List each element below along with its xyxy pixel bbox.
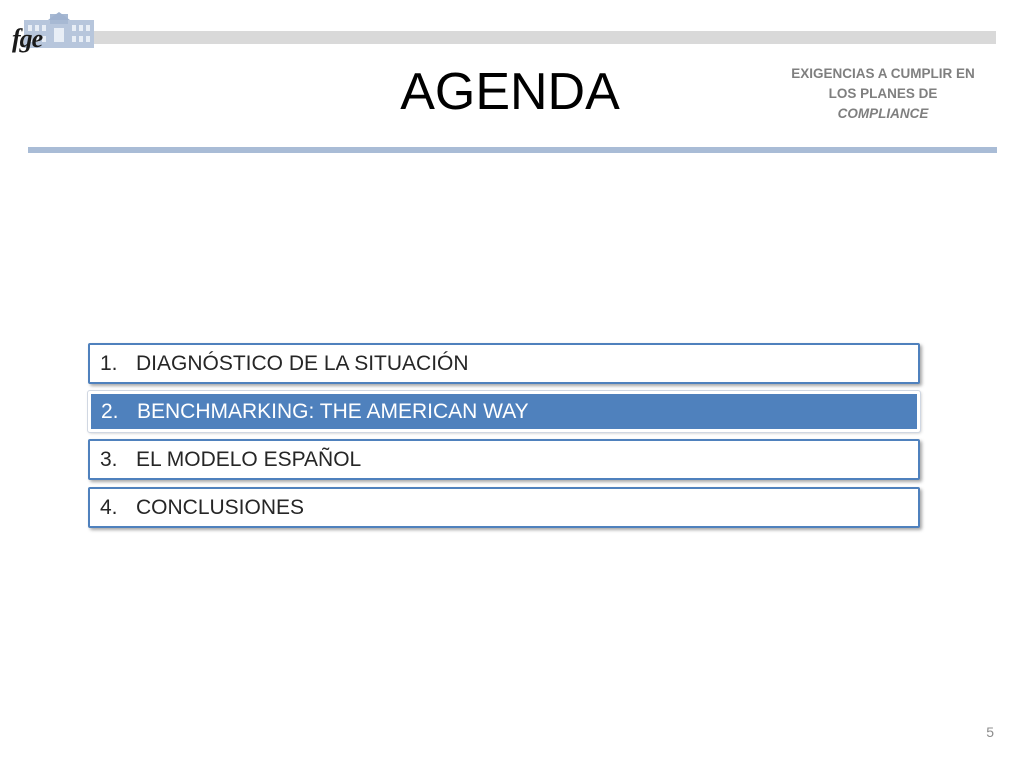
agenda-item-label: CONCLUSIONES	[136, 495, 305, 519]
slide-title: AGENDA	[400, 63, 620, 121]
agenda-item-label: DIAGNÓSTICO DE LA SITUACIÓN	[136, 351, 469, 375]
subtitle-line-3: COMPLIANCE	[837, 106, 929, 121]
agenda-item-benchmarking[interactable]	[88, 391, 920, 432]
agenda-item-number: 2.	[101, 399, 119, 423]
agenda-item-number: 4.	[100, 495, 118, 519]
header-bar	[94, 31, 996, 44]
subtitle-line-1: EXIGENCIAS A CUMPLIR EN	[791, 66, 975, 81]
agenda-item-label: BENCHMARKING: THE AMERICAN WAY	[137, 399, 529, 423]
agenda-item-number: 3.	[100, 447, 118, 471]
agenda-item-number: 1.	[100, 351, 118, 375]
agenda-item-diagnostico[interactable]	[88, 343, 920, 384]
subtitle-line-2: LOS PLANES DE	[828, 86, 938, 101]
header-divider	[28, 147, 997, 153]
agenda-item-label: EL MODELO ESPAÑOL	[136, 447, 362, 471]
agenda-item-conclusiones[interactable]	[88, 487, 920, 528]
slide-subtitle	[776, 64, 990, 124]
agenda-list	[88, 343, 920, 535]
fge-logo	[12, 12, 96, 60]
page-number: 5	[986, 724, 994, 740]
logo-text: fge	[12, 24, 43, 53]
agenda-item-modelo-espanol[interactable]	[88, 439, 920, 480]
